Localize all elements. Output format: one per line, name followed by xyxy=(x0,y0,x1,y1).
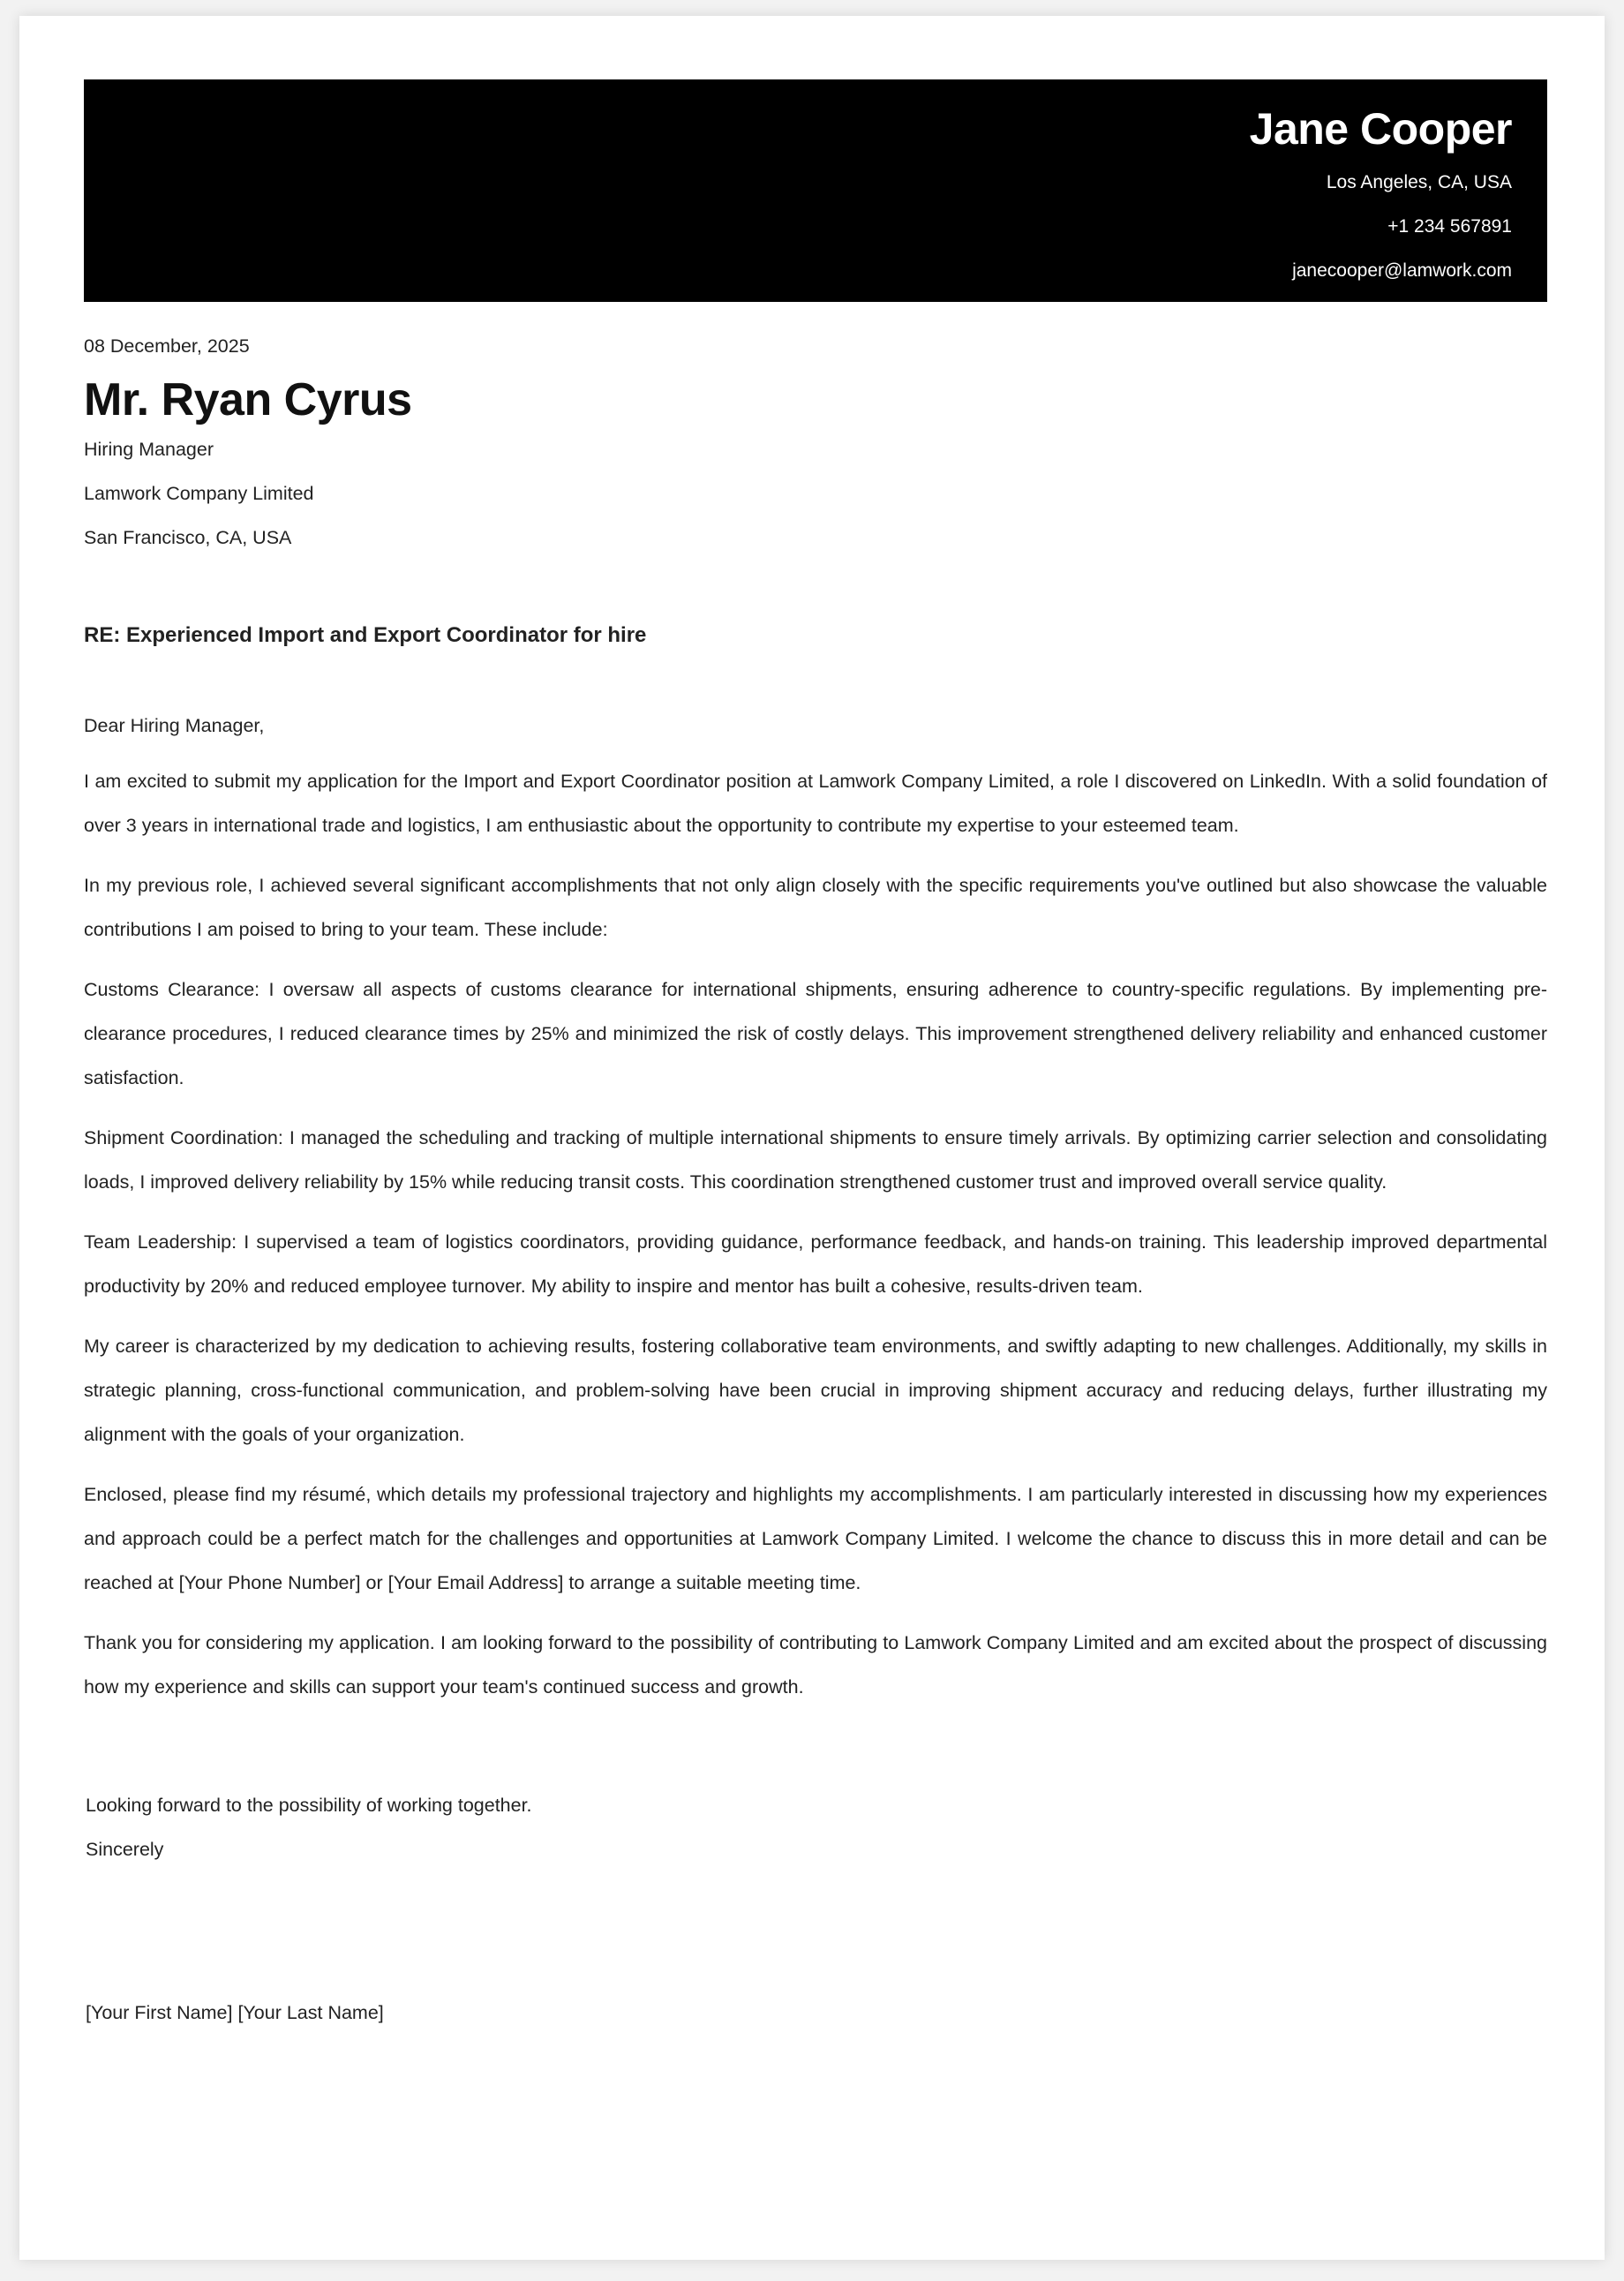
recipient-name: Mr. Ryan Cyrus xyxy=(84,374,412,425)
sender-phone: +1 234 567891 xyxy=(1387,216,1512,237)
body-paragraph: Team Leadership: I supervised a team of logistics coordinators, providing guidance, performance feedback, and hands-on training. This leadership improved departmental productivity by 20% and reduced employee turnover. My ability to inspire and mentor has built a cohesive, results-driven team. xyxy=(84,1231,1547,1297)
salutation: Dear Hiring Manager, xyxy=(84,715,265,736)
letter-page xyxy=(19,16,1605,2260)
body-paragraph: In my previous role, I achieved several significant accomplishments that not only align closely with the specific requirements you've outlined but also showcase the valuable contributions I am poised to bring to your team. These include: xyxy=(84,875,1547,940)
closing-line: Looking forward to the possibility of working together. xyxy=(86,1795,532,1816)
sender-name: Jane Cooper xyxy=(1249,104,1512,154)
closing-signoff: Sincerely xyxy=(86,1839,164,1860)
letter-date: 08 December, 2025 xyxy=(84,335,250,357)
recipient-title: Hiring Manager xyxy=(84,439,214,460)
signature: [Your First Name] [Your Last Name] xyxy=(86,2002,384,2023)
recipient-location: San Francisco, CA, USA xyxy=(84,527,292,548)
sender-email: janecooper@lamwork.com xyxy=(1292,260,1512,281)
closing-block xyxy=(86,1783,1547,1871)
recipient-company: Lamwork Company Limited xyxy=(84,483,314,504)
letter-header xyxy=(84,79,1547,302)
body-paragraph: My career is characterized by my dedication to achieving results, fostering collaborative team environments, and swiftly adapting to new challenges. Additionally, my skills in strategic planning, cross-functional communication, and problem-solving have been crucial in improving shipment accuracy and reducing delays, further illustrating my alignment with the goals of your organization. xyxy=(84,1336,1547,1445)
body-paragraph: Enclosed, please find my résumé, which details my professional trajectory and highlights my accomplishments. I am particularly interested in discussing how my experiences and approach could be a perfect match for the challenges and opportunities at Lamwork Company Limited. I welcome the chance to discuss this in more detail and can be reached at [Your Phone Number] or [Your Email Address] to arrange a suitable meeting time. xyxy=(84,1484,1547,1593)
letter-body xyxy=(84,327,1547,2030)
sender-location: Los Angeles, CA, USA xyxy=(1326,172,1512,192)
letter-subject: RE: Experienced Import and Export Coordinator for hire xyxy=(84,623,647,647)
body-paragraph: Customs Clearance: I oversaw all aspects of customs clearance for international shipments, ensuring adherence to country-specific regulations. By implementing pre-clearance procedures, I reduced clearance times by 25% and minimized the risk of costly delays. This improvement strengthened delivery reliability and enhanced customer satisfaction. xyxy=(84,979,1547,1088)
body-paragraph: Thank you for considering my application. I am looking forward to the possibility of contributing to Lamwork Company Limited and am excited about the prospect of discussing how my experience and skills can support your team's continued success and growth. xyxy=(84,1632,1547,1698)
body-paragraph: I am excited to submit my application for the Import and Export Coordinator position at Lamwork Company Limited, a role I discovered on LinkedIn. With a solid foundation of over 3 years in international trade and logistics, I am enthusiastic about the opportunity to contribute my expertise to your esteemed team. xyxy=(84,771,1547,836)
body-paragraph: Shipment Coordination: I managed the scheduling and tracking of multiple international shipments to ensure timely arrivals. By optimizing carrier selection and consolidating loads, I improved delivery reliability by 15% while reducing transit costs. This coordination strengthened customer trust and improved overall service quality. xyxy=(84,1127,1547,1193)
